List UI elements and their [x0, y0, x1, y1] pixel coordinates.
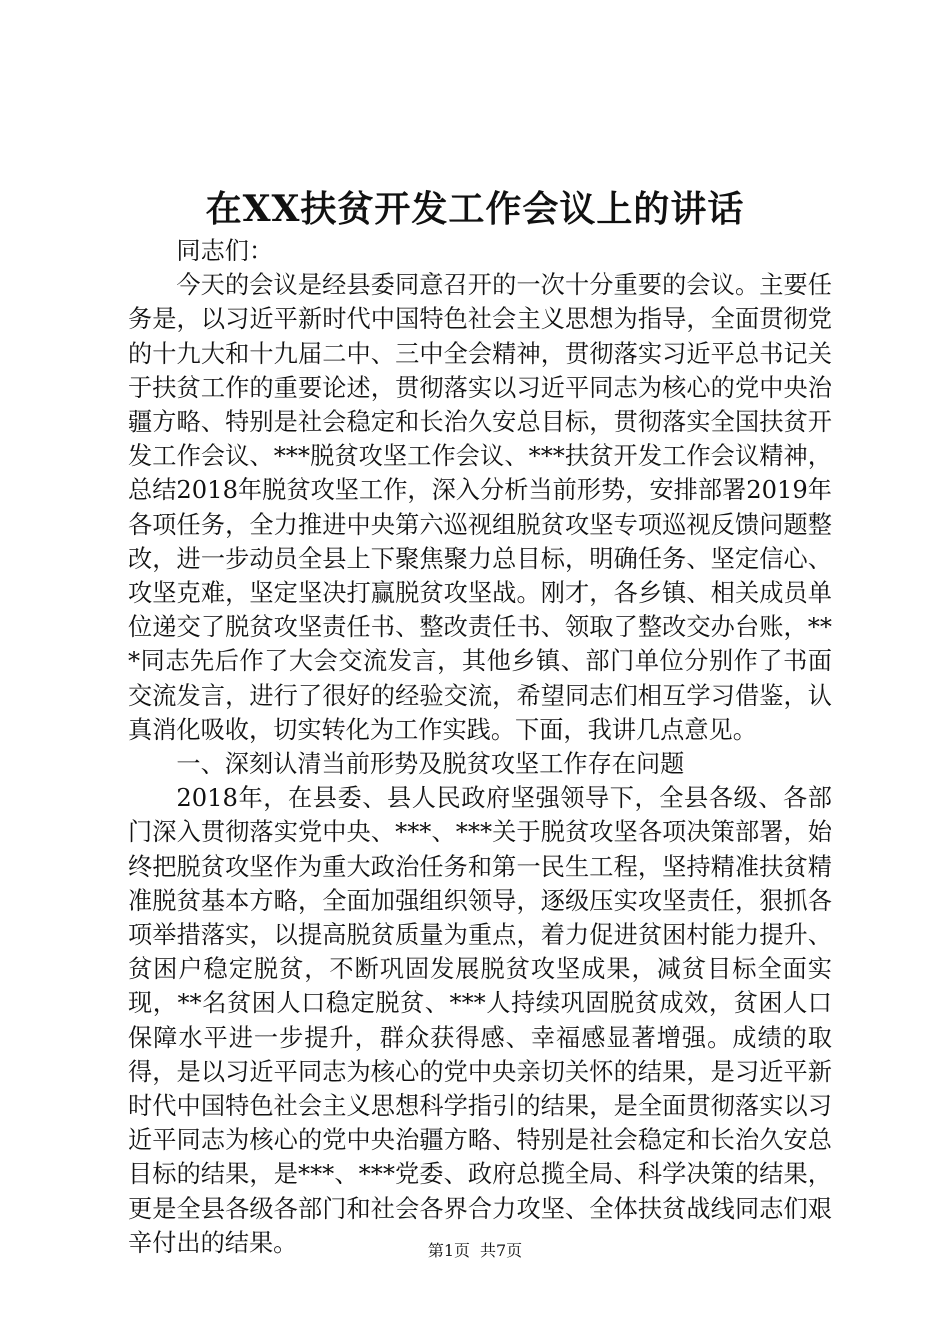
body-paragraph: 今天的会议是经县委同意召开的一次十分重要的会议。主要任务是，以习近平新时代中国特色社会主义思想为指导，全面贯彻党的十九大和十九届二中、三中全会精神，贯彻落实习近平总书记关于扶贫工作的重要论述，贯彻落实以习近平同志为核心的党中央治疆方略、特别是社会稳定和长治久安总目标，贯彻落实全国扶贫开发工作会议、***脱贫攻坚工作会议、***扶贫开发工作会议精神，总结2018年脱贫攻坚工作，深入分析当前形势，安排部署2019年各项任务，全力推进中央第六巡视组脱贫攻坚专项巡视反馈问题整改，进一步动员全县上下聚焦聚力总目标，明确任务、坚定信心、攻坚克难，坚定坚决打赢脱贫攻坚战。刚才，各乡镇、相关成员单位递交了脱贫攻坚责任书、整改责任书、领取了整改交办台账，***同志先后作了大会交流发言，其他乡镇、部门单位分别作了书面交流发言，进行了很好的经验交流，希望同志们相互学习借鉴，认真消化吸收，切实转化为工作实践。下面，我讲几点意见。: [128, 271, 832, 744]
page-footer: [0, 1240, 950, 1262]
page-number: 第1页: [427, 1241, 470, 1260]
document-body: [128, 234, 832, 1260]
salutation-paragraph: 同志们：: [176, 237, 274, 265]
document-title: 在XX扶贫开发工作会议上的讲话: [205, 188, 745, 230]
page-total: 共7页: [480, 1241, 523, 1260]
section-heading: 一、深刻认清当前形势及脱贫攻坚工作存在问题: [176, 750, 685, 779]
body-paragraph: 2018年，在县委、县人民政府坚强领导下，全县各级、各部门深入贯彻落实党中央、***、***关于脱贫攻坚各项决策部署，始终把脱贫攻坚作为重大政治任务和第一民生工程，坚持精准扶贫精准脱贫基本方略，全面加强组织领导，逐级压实攻坚责任，狠抓各项举措落实，以提高脱贫质量为重点，着力促进贫困村能力提升、贫困户稳定脱贫，不断巩固发展脱贫攻坚成果，减贫目标全面实现，**名贫困人口稳定脱贫、***人持续巩固脱贫成效，贫困人口保障水平进一步提升，群众获得感、幸福感显著增强。成绩的取得，是以习近平同志为核心的党中央亲切关怀的结果，是习近平新时代中国特色社会主义思想科学指引的结果，是全面贯彻落实以习近平同志为核心的党中央治疆方略、特别是社会稳定和长治久安总目标的结果，是***、***党委、政府总揽全局、科学决策的结果，更是全县各级各部门和社会各界合力攻坚、全体扶贫战线同志们艰辛付出的结果。: [128, 784, 832, 1257]
